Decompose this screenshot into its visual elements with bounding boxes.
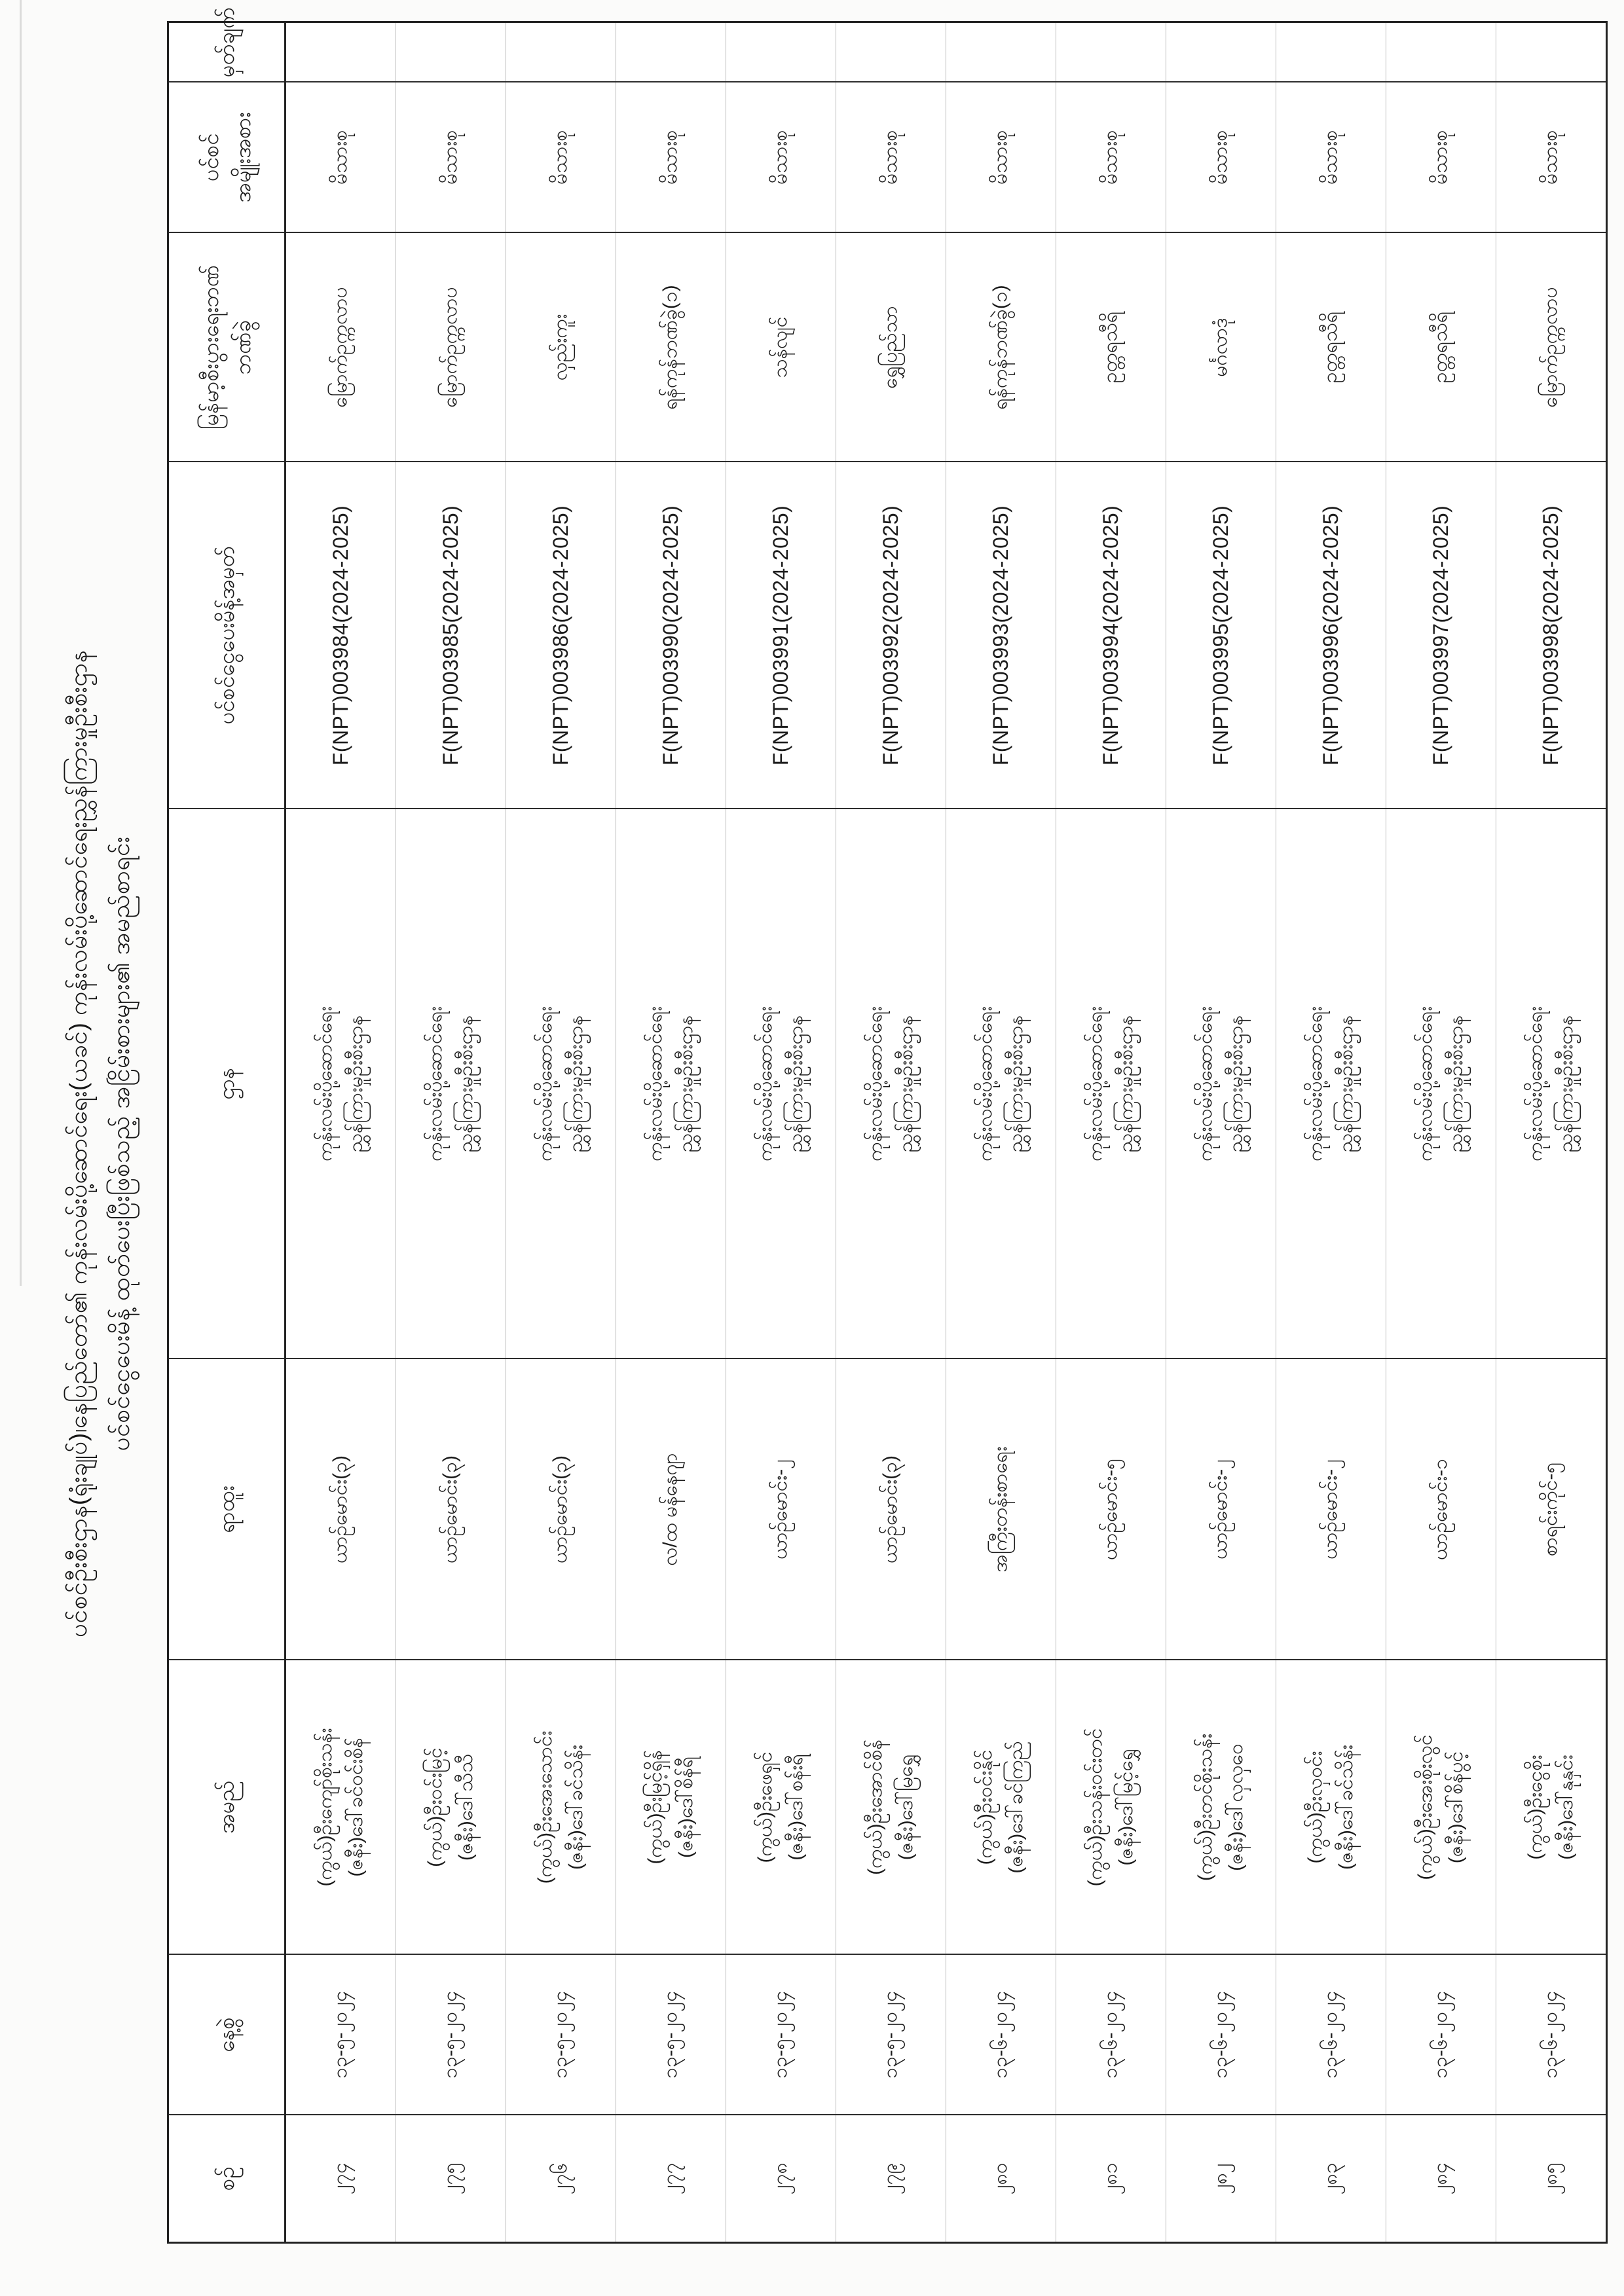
cell-serial-no: ၂၇၇	[616, 2115, 726, 2243]
cell-date: ၁၃-၅-၂၀၂၄	[726, 1955, 836, 2115]
cell-department	[396, 809, 506, 1359]
cell-pension-order-no: F(NPT)003990(2024-2025)	[616, 462, 726, 809]
spouse-name: (ဇနီး)ဒေါ်ခင်ဝင်းစိန်	[344, 1738, 367, 1877]
cell-pension-order-no: F(NPT)003991(2024-2025)	[726, 462, 836, 809]
cell-position: ယာဉ်မောင်း-၂	[726, 1359, 836, 1660]
spouse-name: (ဇနီး)ဒေါ်မြင့်ရွှေ	[1115, 1749, 1137, 1866]
header-row	[168, 22, 286, 2243]
header-name: အမည်	[168, 1660, 286, 1955]
cell-position: လ/ထ မန်နေဂျာ	[616, 1359, 726, 1660]
cell-bank-branch: မြောက်ဥက္ကလာပ	[286, 233, 396, 462]
spouse-name: (ဇနီး)ဒေါ်နုနှင်း	[1555, 1755, 1577, 1860]
table-row	[1496, 22, 1607, 2243]
cell-pension-order-no: F(NPT)003995(2024-2025)	[1166, 462, 1276, 809]
cell-pension-order-no: F(NPT)003998(2024-2025)	[1496, 462, 1607, 809]
spouse-name: (ဇနီး)ဒေါ်သီသီ	[454, 1753, 477, 1861]
cell-remark	[286, 22, 396, 82]
cell-department	[506, 809, 616, 1359]
table-row	[1386, 22, 1496, 2243]
cell-bank-branch: မြောက်ဥက္ကလာပ	[396, 233, 506, 462]
department-line1: ကုန်းလမ်းပို့ဆောင်ရေး	[314, 1006, 336, 1161]
spouse-name: (ဇနီး)ဒေါ်လှလှဝေ	[1225, 1743, 1247, 1871]
cell-pension-order-no: F(NPT)003992(2024-2025)	[836, 462, 946, 809]
department-line2: ညွှန်ကြားမှုဦးစီးဌာန	[454, 1015, 477, 1153]
cell-remark	[1496, 22, 1607, 82]
department-line1: ကုန်းလမ်းပို့ဆောင်ရေး	[974, 1006, 996, 1161]
cell-position: အကြီးတန်းစာရေး	[946, 1359, 1056, 1660]
header-pension-order-no: ပင်စင်ငွေပေးမိန့်အမှတ်	[168, 462, 286, 809]
cell-pension-type: မိသားစု	[506, 82, 616, 233]
header-date: နေ့စွဲ	[168, 1955, 286, 2115]
cell-position: စာရင်းကိုင်-၅	[1496, 1359, 1607, 1660]
cell-serial-no: ၂၈၀	[946, 2115, 1056, 2243]
cell-date: ၁၃-၅-၂၀၂၄	[396, 1955, 506, 2115]
cell-bank-branch: လှည်းကူး	[506, 233, 616, 462]
cell-position: ယာဉ်မောင်း(၃)	[836, 1359, 946, 1660]
department-line1: ကုန်းလမ်းပို့ဆောင်ရေး	[424, 1006, 446, 1161]
department-line1: ကုန်းလမ်းပို့ဆောင်ရေး	[1304, 1006, 1326, 1161]
deceased-name: (ကွယ်)ဦးအေးစိုးလွင်	[1414, 1734, 1436, 1880]
cell-date: ၁၃-၆-၂၀၂၄	[1496, 1955, 1607, 2115]
cell-remark	[726, 22, 836, 82]
cell-position: ယာဉ်မောင်း-၁	[1386, 1359, 1496, 1660]
department-line1: ကုန်းလမ်းပို့ဆောင်ရေး	[1084, 1006, 1106, 1161]
cell-serial-no: ၂၈၅	[1496, 2115, 1607, 2243]
cell-department	[726, 809, 836, 1359]
cell-date: ၁၃-၅-၂၀၂၄	[286, 1955, 396, 2115]
cell-pension-type: မိသားစု	[1166, 82, 1276, 233]
header-bank-branch	[168, 233, 286, 462]
cell-name	[1386, 1660, 1496, 1955]
header-remark: မှတ်ချက်	[168, 22, 286, 82]
cell-date: ၁၃-၅-၂၀၂၄	[506, 1955, 616, 2115]
header-no: စဉ်	[168, 2115, 286, 2243]
deceased-name: (ကွယ်)ဦးမြင့်ရှိန်	[644, 1750, 666, 1865]
cell-pension-order-no: F(NPT)003984(2024-2025)	[286, 462, 396, 809]
cell-pension-type: မိသားစု	[836, 82, 946, 233]
cell-name	[946, 1660, 1056, 1955]
department-line2: ညွှန်ကြားမှုဦးစီးဌာန	[895, 1015, 917, 1153]
department-line2: ညွှန်ကြားမှုဦးစီးဌာန	[1335, 1015, 1357, 1153]
header-bank-branch-line2: ဘဏ်ခွဲ	[231, 319, 255, 375]
cell-bank-branch: ရွှေပြည်သာ	[836, 233, 946, 462]
cell-bank-branch: သန်လျင်	[726, 233, 836, 462]
header-department: ဌာန	[168, 809, 286, 1359]
cell-bank-branch: ဥတ္တရသီရိ	[1276, 233, 1386, 462]
document-title-line2: ပင်စင်ငွေပေးမိန့် ထုတ်ပေးပြီးဖြစ်သည့် အငြိမ်းစားများ၏ အမည်စာရင်း	[107, 836, 134, 1451]
cell-remark	[1056, 22, 1166, 82]
spouse-name: (ဇနီး)ဒေါ်ခင်သိန်း	[1335, 1745, 1357, 1870]
header-bank-branch-line1: မြန်မာ့စီးပွားရေးဘဏ်	[198, 264, 223, 430]
department-line2: ညွှန်ကြားမှုဦးစီးဌာန	[674, 1015, 697, 1153]
cell-pension-type: မိသားစု	[1386, 82, 1496, 233]
cell-bank-branch: ဥတ္တရသီရိ	[1386, 233, 1496, 462]
deceased-name: (ကွယ်)ဦးသန်းဝင်းတင်	[1084, 1728, 1106, 1887]
cell-department	[946, 809, 1056, 1359]
cell-department	[836, 809, 946, 1359]
table-row	[506, 22, 616, 2243]
cell-serial-no: ၂၇၅	[396, 2115, 506, 2243]
cell-bank-branch: ရန်ကုန်ဘဏ်ခွဲ(၁)	[616, 233, 726, 462]
department-line2: ညွှန်ကြားမှုဦးစီးဌာန	[1555, 1015, 1577, 1153]
cell-pension-order-no: F(NPT)003994(2024-2025)	[1056, 462, 1166, 809]
spouse-name: (ဇနီး)ဒေါ်မြရွှေ	[895, 1754, 917, 1861]
deceased-name: (ကွယ်)ဦးအောင်စိန်	[864, 1740, 886, 1875]
department-line1: ကုန်းလမ်းပို့ဆောင်ရေး	[644, 1006, 666, 1161]
deceased-name: (ကွယ်)ဦးဝင်းမြင့်	[424, 1747, 446, 1867]
deceased-name: (ကွယ်)ဦးတင်စိုးသန်း	[1194, 1733, 1216, 1882]
cell-pension-type: မိသားစု	[1056, 82, 1166, 233]
cell-department	[1496, 809, 1607, 1359]
deceased-name: (ကွယ်)ဦးဖေရှင်	[754, 1751, 776, 1863]
cell-department	[1166, 809, 1276, 1359]
cell-serial-no: ၂၇၉	[836, 2115, 946, 2243]
department-line2: ညွှန်ကြားမှုဦးစီးဌာန	[1445, 1015, 1467, 1153]
cell-department	[1276, 809, 1386, 1359]
deceased-name: (ကွယ်)ဦးအေးသောင်း	[534, 1730, 556, 1884]
header-position: ရာထူး	[168, 1359, 286, 1660]
cell-serial-no: ၂၇၈	[726, 2115, 836, 2243]
department-line2: ညွှန်ကြားမှုဦးစီးဌာန	[1225, 1015, 1247, 1153]
cell-serial-no: ၂၈၃	[1276, 2115, 1386, 2243]
cell-pension-order-no: F(NPT)003985(2024-2025)	[396, 462, 506, 809]
document-title-line1: ပင်စင်ဦးစီးဌာန(ရုံးချုပ်)၊နေပြည်တော်၏ ကုန်းလမ်းပို့ဆောင်ရေး(ယခင်) ကုန်းလမ်းပို့ဆောင်ရေးညွှန်ကြားမှုဦးစီးဌာန	[65, 649, 92, 1638]
cell-date: ၁၃-၆-၂၀၂၄	[1166, 1955, 1276, 2115]
cell-date: ၁၃-၅-၂၀၂၄	[836, 1955, 946, 2115]
cell-remark	[616, 22, 726, 82]
spouse-name: (ဇနီး)ဒေါ်ခင်သိန်း	[564, 1745, 587, 1870]
header-pension-type	[168, 82, 286, 233]
table-row	[1276, 22, 1386, 2243]
deceased-name: (ကွယ်)ဦးငွေစိုး	[1524, 1755, 1546, 1860]
spouse-name: (ဇနီး)ဒေါ်စိန်ရီ	[674, 1757, 697, 1858]
spouse-name: (ဇနီး)ဒေါ်စန်းရီ	[784, 1754, 807, 1861]
cell-pension-order-no: F(NPT)003997(2024-2025)	[1386, 462, 1496, 809]
cell-remark	[1276, 22, 1386, 82]
header-pension-type-line1: ပင်စင်	[198, 133, 223, 182]
cell-name	[726, 1660, 836, 1955]
deceased-name: (ကွယ်)ဦးကျော်စိုးသန်း	[314, 1728, 336, 1887]
cell-bank-branch: မင်္ဂလာဒုံ	[1166, 233, 1276, 462]
table-row	[396, 22, 506, 2243]
table-row	[616, 22, 726, 2243]
table-body	[286, 22, 1607, 2243]
cell-serial-no: ၂၈၄	[1386, 2115, 1496, 2243]
table-row	[726, 22, 836, 2243]
cell-bank-branch: ရန်ကုန်ဘဏ်ခွဲ(၁)	[946, 233, 1056, 462]
department-line1: ကုန်းလမ်းပို့ဆောင်ရေး	[1524, 1006, 1546, 1161]
cell-pension-type: မိသားစု	[1276, 82, 1386, 233]
cell-pension-type: မိသားစု	[946, 82, 1056, 233]
cell-date: ၁၃-၆-၂၀၂၄	[946, 1955, 1056, 2115]
cell-serial-no: ၂၇၄	[286, 2115, 396, 2243]
department-line2: ညွှန်ကြားမှုဦးစီးဌာန	[344, 1015, 367, 1153]
cell-name	[616, 1660, 726, 1955]
deceased-name: (ကွယ်)ဦးဝင်းနိုင်	[974, 1749, 996, 1865]
cell-position: ယာဉ်မောင်း(၃)	[286, 1359, 396, 1660]
department-line2: ညွှန်ကြားမှုဦးစီးဌာန	[784, 1015, 807, 1153]
table-row	[946, 22, 1056, 2243]
cell-department	[616, 809, 726, 1359]
cell-remark	[836, 22, 946, 82]
table-row	[1166, 22, 1276, 2243]
cell-date: ၁၃-၆-၂၀၂၄	[1276, 1955, 1386, 2115]
cell-department	[1056, 809, 1166, 1359]
cell-pension-type: မိသားစု	[726, 82, 836, 233]
document-title	[58, 358, 143, 1929]
cell-position: ယာဉ်မောင်း(၃)	[506, 1359, 616, 1660]
cell-remark	[506, 22, 616, 82]
cell-name	[1496, 1660, 1607, 1955]
department-line1: ကုန်းလမ်းပို့ဆောင်ရေး	[534, 1006, 556, 1161]
cell-name	[506, 1660, 616, 1955]
cell-pension-type: မိသားစု	[396, 82, 506, 233]
cell-name	[1056, 1660, 1166, 1955]
department-line1: ကုန်းလမ်းပို့ဆောင်ရေး	[754, 1006, 776, 1161]
cell-serial-no: ၂၈၁	[1056, 2115, 1166, 2243]
cell-department	[286, 809, 396, 1359]
department-line2: ညွှန်ကြားမှုဦးစီးဌာန	[564, 1015, 587, 1153]
department-line1: ကုန်းလမ်းပို့ဆောင်ရေး	[1414, 1006, 1436, 1161]
cell-name	[396, 1660, 506, 1955]
cell-remark	[396, 22, 506, 82]
cell-department	[1386, 809, 1496, 1359]
cell-date: ၁၃-၆-၂၀၂၄	[1056, 1955, 1166, 2115]
cell-position: ယာဉ်မောင်း(၃)	[396, 1359, 506, 1660]
cell-date: ၁၃-၆-၂၀၂၄	[1386, 1955, 1496, 2115]
cell-position: ယာဉ်မောင်း-၂	[1276, 1359, 1386, 1660]
spouse-name: (ဇနီး)ဒေါ်စိန်ပွင့်	[1445, 1751, 1467, 1864]
cell-pension-type: မိသားစု	[286, 82, 396, 233]
cell-pension-order-no: F(NPT)003993(2024-2025)	[946, 462, 1056, 809]
cell-name	[1166, 1660, 1276, 1955]
cell-serial-no: ၂၇၆	[506, 2115, 616, 2243]
cell-pension-type: မိသားစု	[616, 82, 726, 233]
table-row	[1056, 22, 1166, 2243]
department-line1: ကုန်းလမ်းပို့ဆောင်ရေး	[1194, 1006, 1216, 1161]
spouse-name: (ဇနီး)ဒေါ်ခင်ကြည်	[1005, 1741, 1027, 1874]
cell-position: ယာဉ်မောင်း-၅	[1056, 1359, 1166, 1660]
department-line2: ညွှန်ကြားမှုဦးစီးဌာန	[1115, 1015, 1137, 1153]
cell-name	[836, 1660, 946, 1955]
table-row	[836, 22, 946, 2243]
cell-pension-type: မိသားစု	[1496, 82, 1607, 233]
cell-date: ၁၃-၅-၂၀၂၄	[616, 1955, 726, 2115]
cell-serial-no: ၂၈၂	[1166, 2115, 1276, 2243]
header-pension-type-line2: အမျိုးအစား	[231, 112, 255, 203]
table-row	[286, 22, 396, 2243]
cell-name	[1276, 1660, 1386, 1955]
cell-name	[286, 1660, 396, 1955]
cell-bank-branch: မြောက်ဥက္ကလာပ	[1496, 233, 1607, 462]
cell-position: ယာဉ်မောင်း-၂	[1166, 1359, 1276, 1660]
cell-remark	[1386, 22, 1496, 82]
cell-bank-branch: ဥတ္တရသီရိ	[1056, 233, 1166, 462]
pensioners-table	[167, 7, 1608, 2244]
cell-pension-order-no: F(NPT)003986(2024-2025)	[506, 462, 616, 809]
cell-remark	[946, 22, 1056, 82]
cell-pension-order-no: F(NPT)003996(2024-2025)	[1276, 462, 1386, 809]
department-line1: ကုန်းလမ်းပို့ဆောင်ရေး	[864, 1006, 886, 1161]
cell-remark	[1166, 22, 1276, 82]
department-line2: ညွှန်ကြားမှုဦးစီးဌာန	[1005, 1015, 1027, 1153]
deceased-name: (ကွယ်)ဦးလှဝင်း	[1304, 1751, 1326, 1864]
